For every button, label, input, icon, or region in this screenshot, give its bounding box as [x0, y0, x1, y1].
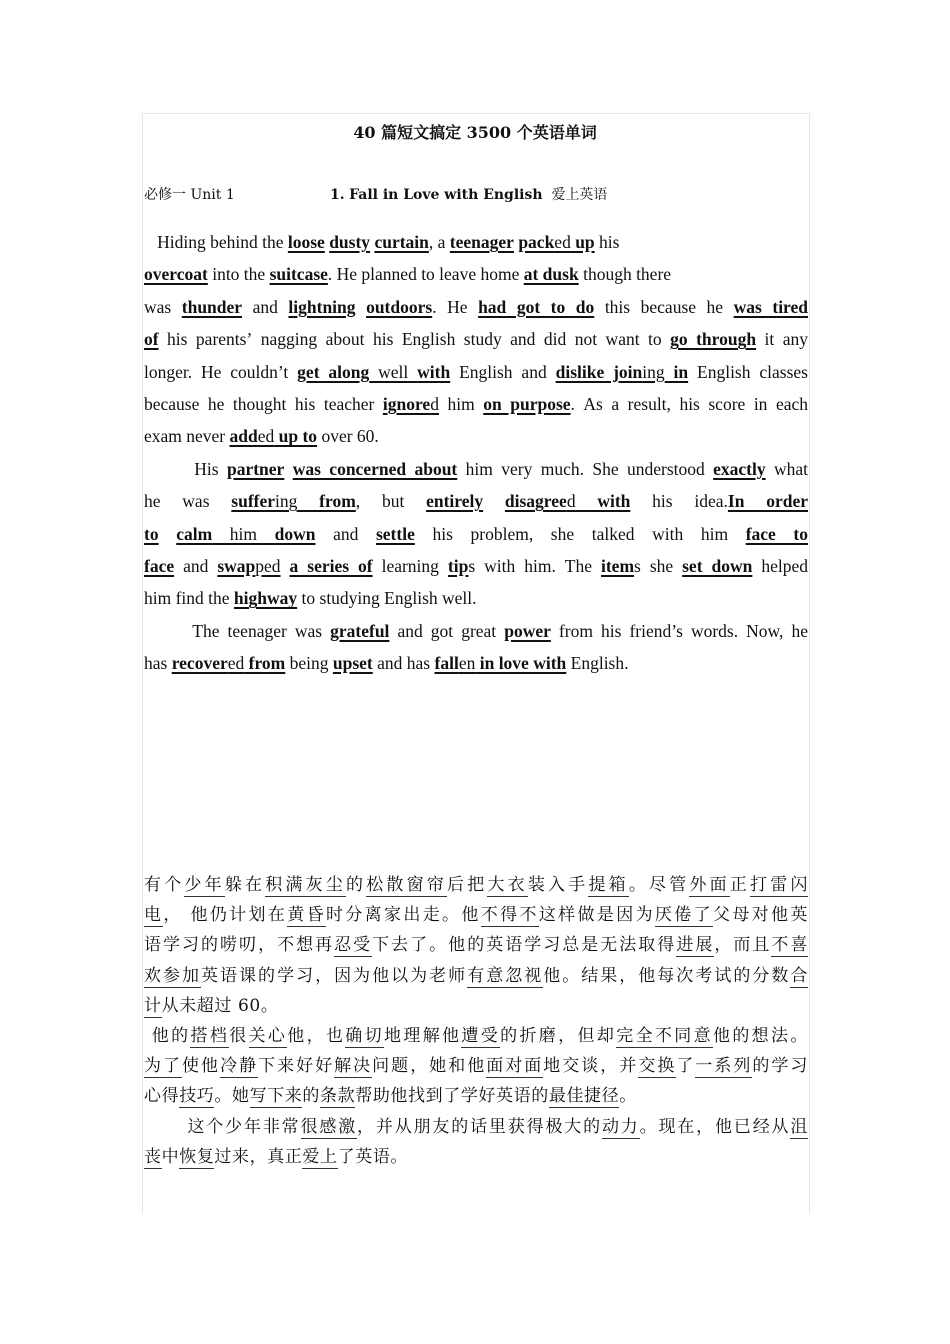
- vocab-translation: 提箱: [588, 875, 629, 895]
- chinese-line: [144, 1051, 808, 1081]
- vocab-keyword: in love with: [475, 653, 567, 674]
- vocab-keyword: well: [369, 361, 418, 382]
- passage-text: and: [315, 523, 376, 544]
- translation-text: 下来好好: [258, 1056, 335, 1077]
- passage-text: , but: [355, 491, 427, 512]
- vocab-keyword: go through: [670, 329, 757, 350]
- chinese-line: [144, 870, 808, 900]
- passage-text: English classes: [688, 361, 808, 382]
- vocab-translation: 少年: [184, 875, 225, 895]
- passage-text: him very much. She understood: [457, 458, 714, 479]
- vocab-keyword: ignore: [382, 393, 431, 414]
- vocab-translation: 计: [144, 995, 162, 1016]
- passage-text: His: [144, 458, 227, 479]
- passage-text: it any: [756, 329, 809, 350]
- vocab-translation: 条款: [320, 1086, 356, 1107]
- vocab-translation: 交换: [638, 1056, 677, 1077]
- vocab-keyword: pack: [518, 232, 555, 252]
- passage-text: has: [144, 653, 172, 674]
- chinese-translation: [144, 870, 808, 1172]
- translation-text: 使他: [182, 1056, 221, 1077]
- vocab-keyword: upset: [332, 653, 373, 674]
- vocab-keyword: tip: [447, 555, 469, 576]
- vocab-keyword: partner: [226, 458, 285, 479]
- translation-text: 下去了。他的英语学习总是无法取得: [372, 935, 677, 956]
- english-line: [144, 226, 808, 258]
- chinese-line: [144, 961, 808, 991]
- chinese-line: [144, 900, 808, 930]
- english-line: [144, 291, 808, 323]
- translation-text: 地交谈，并: [543, 1056, 639, 1077]
- translation-text: 的学习: [752, 1056, 809, 1077]
- vocab-keyword: from: [244, 653, 286, 674]
- translation-text: 后把: [447, 875, 488, 895]
- vocab-keyword: with: [417, 361, 451, 382]
- translation-text: 的折磨，但却: [500, 1025, 617, 1046]
- passage-text: The teenager was: [144, 620, 331, 641]
- vocab-keyword: d: [430, 393, 439, 414]
- vocab-keyword: on purpose: [483, 393, 571, 414]
- passage-text: what: [765, 458, 809, 479]
- chinese-line: [144, 991, 808, 1021]
- passage-text: [483, 491, 505, 511]
- vocab-keyword: d: [566, 491, 576, 512]
- vocab-keyword: ed: [227, 653, 245, 674]
- vocab-keyword: outdoors: [366, 296, 433, 317]
- translation-text: 躲在: [224, 875, 266, 895]
- english-line: [144, 356, 808, 388]
- passage-text: from his friend’s words. Now, he: [550, 620, 808, 641]
- passage-text: and got great: [389, 620, 505, 641]
- english-line: [144, 388, 808, 420]
- vocab-translation: 忍受: [334, 935, 373, 956]
- passage-text: and: [242, 296, 289, 317]
- vocab-translation: 为了: [144, 1056, 183, 1077]
- vocab-translation: 厌倦了: [654, 905, 713, 926]
- vocab-translation: 有意忽视: [467, 965, 544, 986]
- vocab-keyword: dusty: [329, 232, 371, 252]
- vocab-keyword: ing: [642, 361, 665, 382]
- course-unit: 必修一 Unit 1: [144, 187, 235, 203]
- vocab-keyword: ed: [554, 232, 571, 252]
- translation-text: ，而且: [714, 935, 772, 956]
- vocab-translation: 动力: [601, 1116, 640, 1137]
- english-line: [144, 323, 808, 355]
- chinese-line: [144, 1142, 808, 1172]
- passage-text: his parents’ nagging about his English study and did not want to: [158, 329, 671, 350]
- vocab-keyword: set down: [682, 555, 753, 576]
- passage-text: because he thought his teacher: [144, 393, 383, 414]
- passage-text: this because he: [594, 296, 734, 317]
- vocab-translation: 沮: [790, 1116, 808, 1137]
- translation-text: 英语课的学习，因为他以为老师: [201, 965, 468, 986]
- vocab-keyword: suitcase: [269, 264, 328, 285]
- vocab-keyword: thunder: [181, 296, 243, 317]
- passage-text: . He planned to leave home: [327, 264, 524, 285]
- passage-text: his problem, she talked with him: [414, 523, 746, 544]
- translation-text: 问题，她和他: [372, 1056, 487, 1077]
- passage-text: helped: [752, 555, 808, 576]
- passage-text: over 60.: [317, 426, 379, 447]
- vocab-keyword: ed: [257, 426, 275, 447]
- translation-text: 父母对他英: [712, 905, 808, 926]
- english-line: [144, 550, 808, 582]
- vocab-translation: 恢复: [179, 1146, 215, 1167]
- passage-text: exam never: [144, 426, 230, 447]
- vocab-translation: 进展: [676, 935, 715, 956]
- vocab-translation: 最佳捷径: [548, 1086, 620, 1107]
- vocab-keyword: had got to do: [478, 296, 595, 317]
- english-passage: [144, 226, 808, 679]
- vocab-keyword: highway: [233, 588, 298, 609]
- translation-text: 时分离家出走。他: [325, 905, 481, 926]
- chinese-line: [144, 1081, 808, 1111]
- vocab-keyword: in: [664, 361, 689, 382]
- vocab-keyword: loose: [287, 232, 325, 252]
- translation-text: 他，也: [287, 1025, 346, 1046]
- vocab-keyword: swap: [217, 555, 256, 576]
- translation-text: 。: [619, 1086, 637, 1107]
- translation-text: 。她: [214, 1086, 250, 1107]
- translation-text: 了英语。: [337, 1146, 409, 1167]
- translation-text: 他。结果，他每次考试的分数: [543, 965, 791, 986]
- chinese-line: [144, 1112, 808, 1142]
- vocab-translation: 很感激: [300, 1116, 358, 1137]
- translation-text: 心得: [144, 1086, 180, 1107]
- english-line: [144, 582, 808, 614]
- vocab-keyword: fall: [434, 653, 459, 674]
- vocab-translation: 打雷闪: [750, 875, 809, 895]
- passage-text: longer. He couldn’t: [144, 361, 298, 382]
- passage-text: he was: [144, 491, 232, 512]
- translation-text: 这个少年非常: [144, 1116, 301, 1137]
- vocab-translation: 一系列: [695, 1056, 753, 1077]
- translation-text: 了: [676, 1056, 696, 1077]
- passage-text: English.: [566, 653, 629, 674]
- passage-text: him find the: [144, 588, 234, 609]
- passage-text: though there: [578, 264, 672, 285]
- passage-text: [159, 524, 177, 544]
- vocab-keyword: a series of: [289, 555, 373, 576]
- passage-text: English and: [450, 361, 556, 382]
- vocab-keyword: recover: [171, 653, 228, 674]
- vocab-keyword: curtain: [374, 232, 429, 252]
- vocab-translation: 面对面: [486, 1056, 544, 1077]
- translation-text: 从未超过 60。: [161, 995, 279, 1016]
- passage-text: and has: [372, 653, 435, 674]
- passage-text: and: [174, 555, 218, 576]
- vocab-keyword: face to: [745, 523, 808, 544]
- translation-text: 过来，真正: [214, 1146, 303, 1167]
- vocab-keyword: of: [144, 329, 159, 350]
- passage-text: Hiding behind the: [144, 232, 288, 252]
- vocab-keyword: teenager: [449, 232, 514, 252]
- vocab-translation: 冷静: [220, 1056, 259, 1077]
- vocab-keyword: overcoat: [144, 264, 208, 285]
- translation-text: 有个: [144, 875, 185, 895]
- english-line: [144, 647, 808, 679]
- translation-text: 语学习的唠叨，不想再: [144, 935, 335, 956]
- passage-text: his idea.: [630, 491, 728, 512]
- passage-text: being: [285, 653, 333, 674]
- vocab-keyword: ped: [255, 555, 281, 576]
- vocab-keyword: up to: [274, 426, 318, 447]
- passage-text: [284, 459, 292, 479]
- vocab-keyword: entirely: [426, 491, 484, 512]
- lesson-title: Fall in Love with English: [349, 187, 543, 203]
- passage-text: , a: [428, 232, 450, 252]
- english-line: [144, 420, 808, 452]
- vocab-translation: 写下来: [249, 1086, 303, 1107]
- document-title: 40 篇短文搞定 3500 个英语单词: [353, 123, 597, 142]
- lesson-title-cn: 爱上英语: [551, 187, 608, 203]
- vocab-keyword: from: [297, 491, 356, 512]
- vocab-keyword: suffer: [231, 491, 276, 512]
- vocab-translation: 丧: [144, 1146, 162, 1167]
- english-line: [144, 258, 808, 290]
- vocab-translation: 黄昏: [287, 905, 326, 926]
- vocab-keyword: face: [144, 555, 175, 576]
- vocab-keyword: with: [575, 491, 631, 512]
- vocab-keyword: power: [504, 620, 551, 641]
- vocab-keyword: was tired: [733, 296, 809, 317]
- translation-text: 他的想法。: [712, 1025, 808, 1046]
- vocab-translation: 遭受: [461, 1025, 501, 1046]
- translation-text: 很: [229, 1025, 249, 1046]
- vocab-keyword: add: [229, 426, 258, 447]
- vocab-translation: 大衣: [487, 875, 528, 895]
- translation-text: 正: [729, 875, 751, 895]
- passage-text: learning: [372, 555, 448, 576]
- translation-text: 装入手: [527, 875, 589, 895]
- translation-text: ，并从朋友的话里获得极大的: [357, 1116, 602, 1137]
- passage-text: . As a result, his score in each: [570, 393, 808, 414]
- vocab-keyword: In order: [727, 491, 809, 512]
- vocab-translation: 欢参加: [144, 965, 202, 986]
- translation-text: 。现在，他已经从: [639, 1116, 791, 1137]
- vocab-keyword: dislike join: [555, 361, 643, 382]
- vocab-keyword: to: [144, 523, 159, 544]
- passage-text: was: [144, 296, 182, 317]
- passage-text: to studying English well.: [297, 588, 477, 609]
- passage-text: [356, 297, 367, 317]
- translation-text: 帮助他找到了学好英语的: [355, 1086, 549, 1107]
- vocab-keyword: lightning: [288, 296, 356, 317]
- passage-text: into the: [207, 264, 270, 285]
- vocab-translation: 关心: [248, 1025, 288, 1046]
- vocab-translation: 合: [790, 965, 808, 986]
- vocab-translation: 窗帘: [406, 875, 448, 895]
- vocab-translation: 不喜: [771, 935, 809, 956]
- passage-text: him: [438, 393, 484, 414]
- translation-text: 的: [302, 1086, 321, 1107]
- vocab-translation: 外面: [689, 875, 730, 895]
- english-line: [144, 518, 808, 550]
- vocab-translation: 确切: [345, 1025, 384, 1046]
- lesson-header: [144, 184, 808, 204]
- vocab-keyword: grateful: [330, 620, 390, 641]
- vocab-translation: 不得不: [480, 905, 539, 926]
- vocab-translation: 搭档: [190, 1025, 230, 1046]
- vocab-keyword: up: [570, 232, 595, 252]
- vocab-translation: 完全不同意: [616, 1025, 713, 1046]
- vocab-keyword: ing: [275, 491, 298, 512]
- vocab-translation: 解决: [334, 1056, 373, 1077]
- vocab-keyword: at dusk: [523, 264, 579, 285]
- vocab-keyword: en: [458, 653, 476, 674]
- vocab-translation: 积满灰尘: [265, 875, 347, 895]
- translation-text: ， 他仍计划在: [163, 905, 288, 926]
- vocab-keyword: down: [274, 523, 316, 544]
- english-line: [144, 485, 808, 517]
- passage-text: . He: [432, 296, 479, 317]
- english-line: [144, 453, 808, 485]
- translation-text: 的: [346, 875, 367, 895]
- chinese-line: [144, 930, 808, 960]
- vocab-keyword: disagree: [504, 491, 567, 512]
- vocab-keyword: calm: [176, 523, 213, 544]
- translation-text: 这样做是因为: [538, 905, 655, 926]
- translation-text: 。尽管: [628, 875, 690, 895]
- vocab-translation: 爱上: [302, 1146, 338, 1167]
- vocab-keyword: exactly: [713, 458, 766, 479]
- translation-text: 他的: [144, 1025, 191, 1046]
- english-line: [144, 615, 808, 647]
- vocab-keyword: him: [212, 523, 275, 544]
- vocab-keyword: item: [600, 555, 635, 576]
- translation-text: 中: [161, 1146, 180, 1167]
- vocab-translation: 电: [144, 905, 164, 926]
- passage-text: s with him. The: [468, 555, 601, 576]
- vocab-keyword: get along: [297, 361, 370, 382]
- vocab-translation: 技巧: [179, 1086, 215, 1107]
- passage-text: s she: [634, 555, 683, 576]
- chinese-line: [144, 1021, 808, 1051]
- vocab-keyword: was concerned about: [292, 458, 458, 479]
- translation-text: 地理解他: [384, 1025, 462, 1046]
- passage-text: his: [594, 232, 620, 252]
- passage-text: [281, 556, 290, 576]
- lesson-number: 1.: [330, 187, 345, 203]
- vocab-keyword: settle: [375, 523, 415, 544]
- vocab-translation: 松散: [366, 875, 407, 895]
